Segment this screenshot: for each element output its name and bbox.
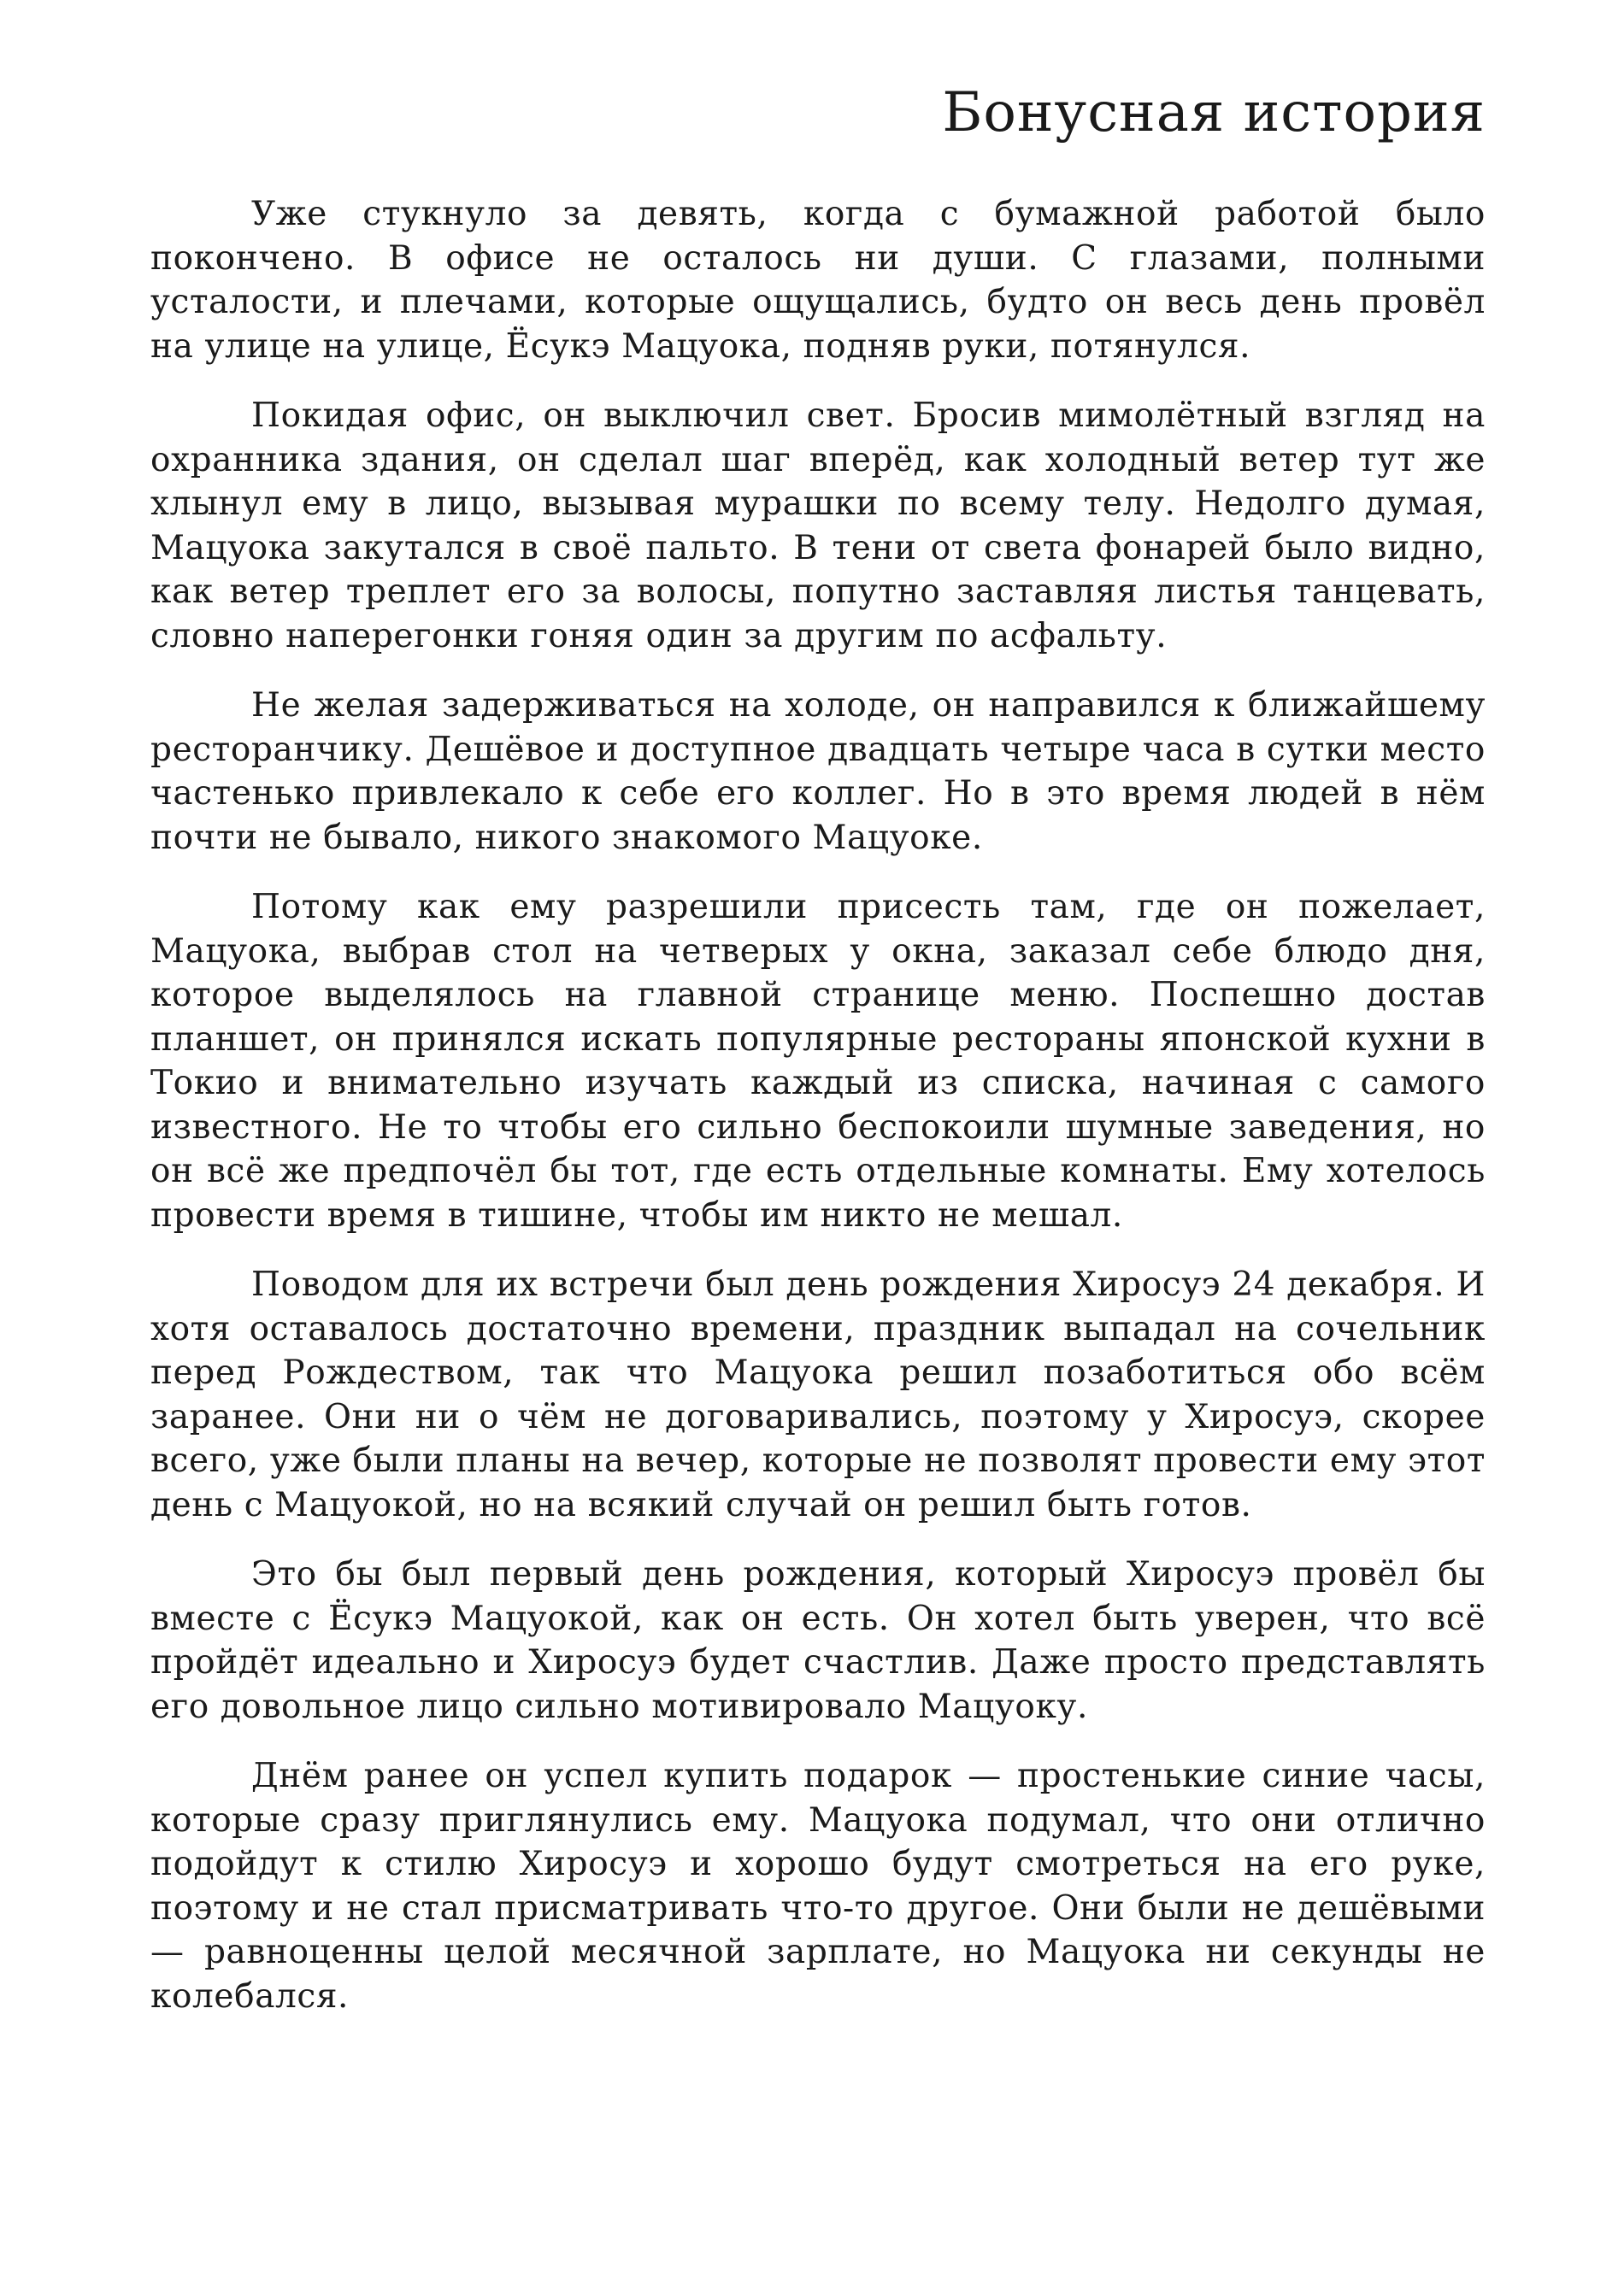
paragraph-5: Поводом для их встречи был день рождения Хиросуэ 24 декабря. И хотя оставалось достаточно времени, праздник выпадал на сочельник перед Рождеством, так что Мацуока решил позаботиться обо всём заранее. Они ни о чём не договаривались, поэтому у Хиросуэ, скорее всего, уже были планы на вечер, которые не позволят провести ему этот день с Мацуокой, но на всякий случай он решил быть готов. [150, 1265, 1486, 1524]
chapter-title: Бонусная история [942, 81, 1486, 144]
paragraph-1: Уже стукнуло за девять, когда с бумажной работой было покончено. В офисе не осталось ни души. С глазами, полными усталости, и плечами, которые ощущались, будто он весь день провёл на улице на улице, Ёсукэ Мацуока, подняв руки, потянулся. [150, 195, 1486, 366]
paragraph-4: Потому как ему разрешили присесть там, где он пожелает, Мацуока, выбрав стол на четверых у окна, заказал себе блюдо дня, которое выделялось на главной странице меню. Поспешно достав планшет, он принялся искать популярные рестораны японской кухни в Токио и внимательно изучать каждый из списка, начиная с самого известного. Не то чтобы его сильно беспокоили шумные заведения, но он всё же предпочёл бы тот, где есть отдельные комнаты. Ему хотелось провести время в тишине, чтобы им никто не мешал. [150, 888, 1486, 1235]
paragraph-2: Покидая офис, он выключил свет. Бросив мимолётный взгляд на охранника здания, он сделал шаг вперёд, как холодный ветер тут же хлынул ему в лицо, вызывая мурашки по всему телу. Недолго думая, Мацуока закутался в своё пальто. В тени от света фонарей было видно, как ветер треплет его за волосы, попутно заставляя листья танцевать, словно наперегонки гоняя один за другим по асфальту. [150, 396, 1486, 655]
paragraph-6: Это бы был первый день рождения, который Хиросуэ провёл бы вместе с Ёсукэ Мацуокой, как он есть. Он хотел быть уверен, что всё пройдёт идеально и Хиросуэ будет счастлив. Даже просто представлять его довольное лицо сильно мотивировало Мацуоку. [150, 1555, 1486, 1726]
paragraph-3: Не желая задерживаться на холоде, он направился к ближайшему ресторанчику. Дешёвое и доступное двадцать четыре часа в сутки место частенько привлекало к себе его коллег. Но в это время людей в нём почти не бывало, никого знакомого Мацуоке. [150, 686, 1486, 857]
paragraph-7: Днём ранее он успел купить подарок — простенькие синие часы, которые сразу приглянулись ему. Мацуока подумал, что они отлично подойдут к стилю Хиросуэ и хорошо будут смотреться на его руке, поэтому и не стал присматривать что-то другое. Они были не дешёвыми — равноценны целой месячной зарплате, но Мацуока ни секунды не колебался. [150, 1757, 1486, 2016]
story-text [150, 192, 1486, 2044]
